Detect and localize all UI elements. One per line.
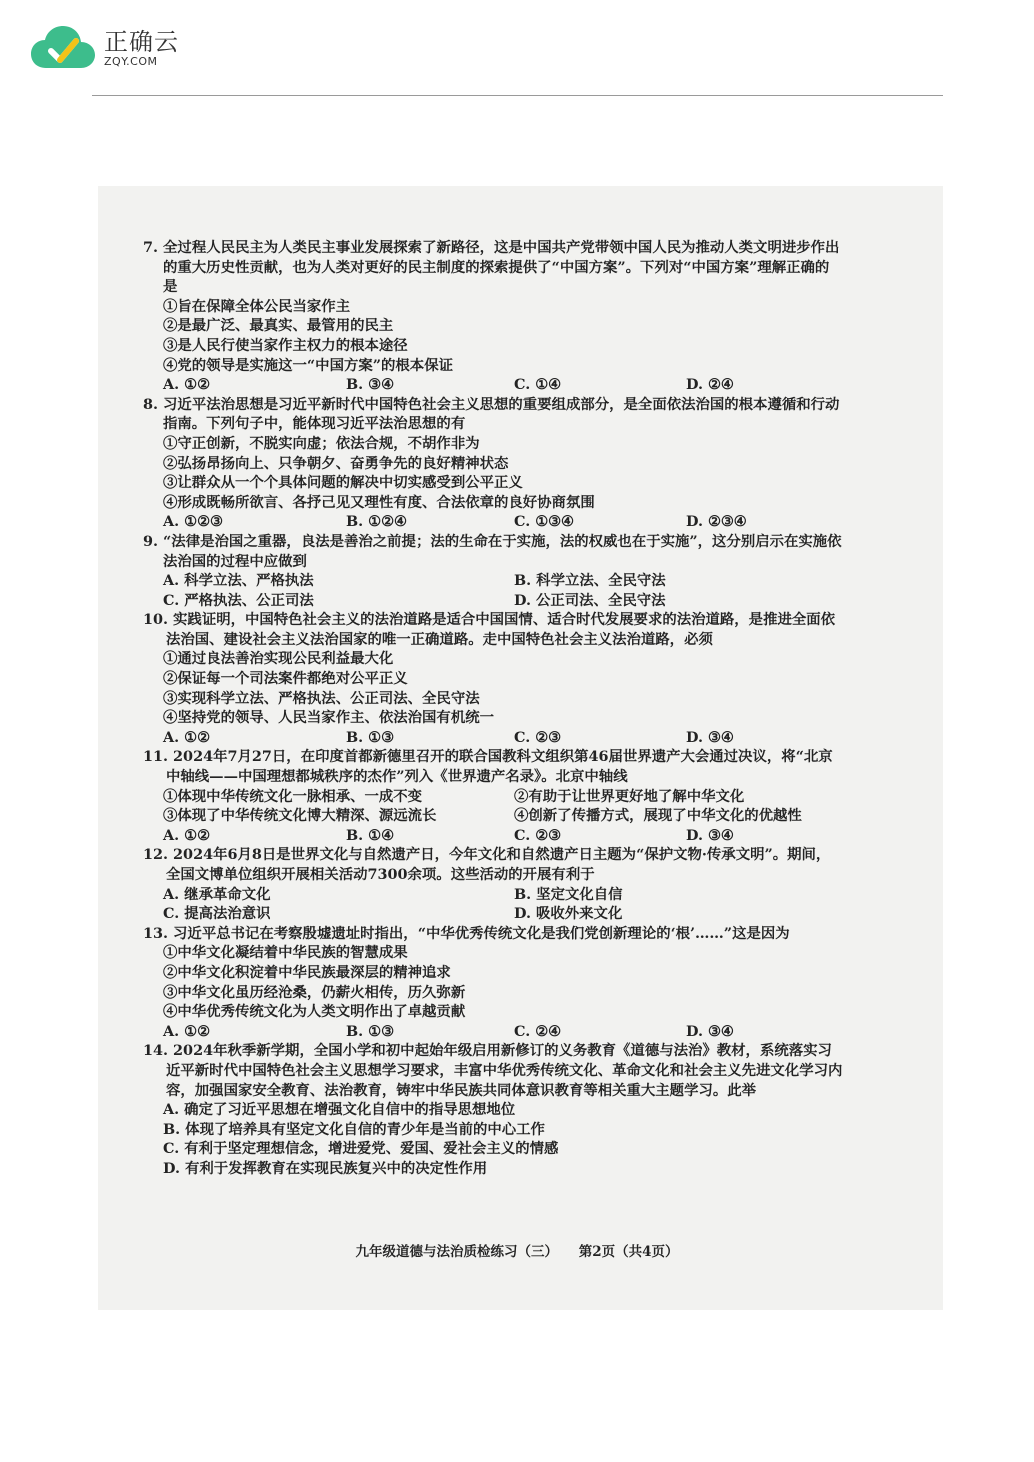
option-d: D. ③④	[686, 728, 734, 746]
option-b: B. ①④	[346, 826, 394, 844]
option-a: A. ①②	[163, 826, 210, 844]
question-8	[143, 395, 843, 532]
option-d: D. 公正司法、全民守法	[514, 591, 666, 609]
answer-options-row	[143, 885, 843, 905]
option-d: D. 吸收外来文化	[514, 905, 623, 923]
question-stem: 9. “法律是治国之重器，良法是善治之前提；法的生命在于实施，法的权威也在于实施”，这分别启示在实施依法治国的过程中应做到	[143, 532, 842, 570]
exam-title: 九年级道德与法治质检练习（三）	[355, 1244, 558, 1260]
statement-item: ①通过良法善治实现公民利益最大化	[163, 650, 394, 668]
option-a: A. ①②	[163, 728, 210, 746]
question-stem: 8. 习近平法治思想是习近平新时代中国特色社会主义思想的重要组成部分，是全面依法治国的根本遵循和行动指南。下列句子中，能体现习近平法治思想的有	[143, 395, 840, 433]
option-b: B. 体现了培养具有坚定文化自信的青少年是当前的中心工作	[163, 1120, 545, 1138]
brand-name: 正确云	[104, 27, 179, 56]
brand-logo	[30, 24, 179, 72]
question-list	[143, 238, 843, 1179]
statement-item: ②中华文化积淀着中华民族最深层的精神追求	[163, 963, 451, 981]
option-c: C. ②③	[514, 728, 562, 746]
option-c: C. 有利于坚定理想信念，增进爱党、爱国、爱社会主义的情感	[163, 1140, 559, 1158]
statement-item: ④中华优秀传统文化为人类文明作出了卓越贡献	[163, 1003, 466, 1021]
statement-item: ②有助于让世界更好地了解中华文化	[514, 787, 745, 805]
option-c: C. 严格执法、公正司法	[163, 591, 314, 609]
statement-item: ④创新了传播方式，展现了中华文化的优越性	[514, 807, 802, 825]
option-d: D. ③④	[686, 826, 734, 844]
brand-domain: ZQY.COM	[104, 54, 158, 68]
option-a: A. ①②	[163, 376, 210, 394]
option-b: B. ①③	[346, 1022, 394, 1040]
question-12	[143, 845, 843, 923]
option-c: C. 提高法治意识	[163, 905, 271, 923]
question-stem: 13. 习近平总书记在考察殷墟遗址时指出，“中华优秀传统文化是我们党创新理论的‘根’……”这是因为	[143, 924, 790, 942]
answer-options-row	[143, 571, 843, 591]
statement-item: ④形成既畅所欲言、各抒己见又理性有度、合法依章的良好协商氛围	[163, 493, 595, 511]
question-stem: 14. 2024年秋季新学期，全国小学和初中起始年级启用新修订的义务教育《道德与法治》教材，系统落实习近平新时代中国特色社会主义思想学习要求，丰富中华优秀传统文化、革命文化和社会主义先进文化学习内容，加强国家安全教育、法治教育，铸牢中华民族共同体意识教育等相关重大主题学习。此举	[143, 1042, 843, 1099]
question-10	[143, 610, 843, 747]
question-13	[143, 924, 843, 1042]
statement-item: ③让群众从一个个具体问题的解决中切实感受到公平正义	[163, 474, 523, 492]
option-b: B. 坚定文化自信	[514, 885, 623, 903]
option-d: D. ③④	[686, 1022, 734, 1040]
statement-item: ②是最广泛、最真实、最管用的民主	[163, 317, 394, 335]
answer-options	[143, 512, 843, 532]
statement-item: ③实现科学立法、严格执法、公正司法、全民守法	[163, 689, 480, 707]
answer-options-row	[143, 904, 843, 924]
option-b: B. ③④	[346, 376, 394, 394]
statement-item: ③是人民行使当家作主权力的根本途径	[163, 336, 408, 354]
option-b: B. ①③	[346, 728, 394, 746]
option-a: A. ①②③	[163, 513, 223, 531]
option-a: A. 继承革命文化	[163, 885, 271, 903]
option-d: D. ②④	[686, 376, 734, 394]
question-11	[143, 747, 843, 845]
statement-item: ④党的领导是实施这一“中国方案”的根本保证	[163, 356, 453, 374]
answer-options	[143, 1022, 843, 1042]
option-b: B. 科学立法、全民守法	[514, 572, 666, 590]
statement-item: ③体现了中华传统文化博大精深、源远流长	[163, 807, 437, 825]
question-14	[143, 1041, 843, 1178]
statement-item: ①中华文化凝结着中华民族的智慧成果	[163, 944, 408, 962]
statement-item: ②弘扬昂扬向上、只争朝夕、奋勇争先的良好精神状态	[163, 454, 509, 472]
option-a: A. ①②	[163, 1022, 210, 1040]
statement-item: ①守正创新，不脱实向虚；依法合规，不胡作非为	[163, 434, 480, 452]
option-c: C. ①④	[514, 376, 562, 394]
option-a: A. 确定了习近平思想在增强文化自信中的指导思想地位	[163, 1101, 516, 1119]
question-stem: 10. 实践证明，中国特色社会主义的法治道路是适合中国国情、适合时代发展要求的法治道路，是推进全面依法治国、建设社会主义法治国家的唯一正确道路。走中国特色社会主义法治道路，必须	[143, 611, 836, 648]
page-number: 第2页（共4页）	[578, 1244, 679, 1260]
statement-item: ④坚持党的领导、人民当家作主、依法治国有机统一	[163, 709, 494, 727]
option-c: C. ②③	[514, 826, 562, 844]
page-footer	[0, 1240, 1034, 1260]
statement-row	[143, 806, 843, 826]
question-stem: 11. 2024年7月27日，在印度首都新德里召开的联合国教科文组织第46届世界遗产大会通过决议，将“北京中轴线——中国理想都城秩序的杰作”列入《世界遗产名录》。北京中轴线	[143, 748, 833, 786]
option-d: D. 有利于发挥教育在实现民族复兴中的决定性作用	[163, 1159, 488, 1177]
cloud-check-icon	[30, 24, 96, 72]
statement-item: ③中华文化虽历经沧桑，仍薪火相传，历久弥新	[163, 983, 466, 1001]
header-divider	[92, 95, 943, 96]
answer-options	[143, 826, 843, 846]
question-stem: 7. 全过程人民民主为人类民主事业发展探索了新路径，这是中国共产党带领中国人民为推动人类文明进步作出的重大历史性贡献，也为人类对更好的民主制度的探索提供了“中国方案”。下列对“中国方案”理解正确的是	[143, 239, 840, 296]
question-7	[143, 238, 843, 395]
answer-options-row	[143, 591, 843, 611]
statement-row	[143, 787, 843, 807]
statement-item: ①旨在保障全体公民当家作主	[163, 297, 351, 315]
option-a: A. 科学立法、严格执法	[163, 572, 314, 590]
option-d: D. ②③④	[686, 513, 747, 531]
question-stem: 12. 2024年6月8日是世界文化与自然遗产日，今年文化和自然遗产日主题为“保护文物·传承文明”。期间，全国文博单位组织开展相关活动7300余项。这些活动的开展有利于	[143, 846, 831, 883]
statement-item: ①体现中华传统文化一脉相承、一成不变	[163, 787, 423, 805]
answer-options	[143, 375, 843, 395]
answer-options	[143, 728, 843, 748]
option-c: C. ①③④	[514, 513, 574, 531]
statement-item: ②保证每一个司法案件都绝对公平正义	[163, 670, 408, 688]
option-c: C. ②④	[514, 1022, 562, 1040]
question-9	[143, 532, 843, 610]
option-b: B. ①②④	[346, 513, 407, 531]
